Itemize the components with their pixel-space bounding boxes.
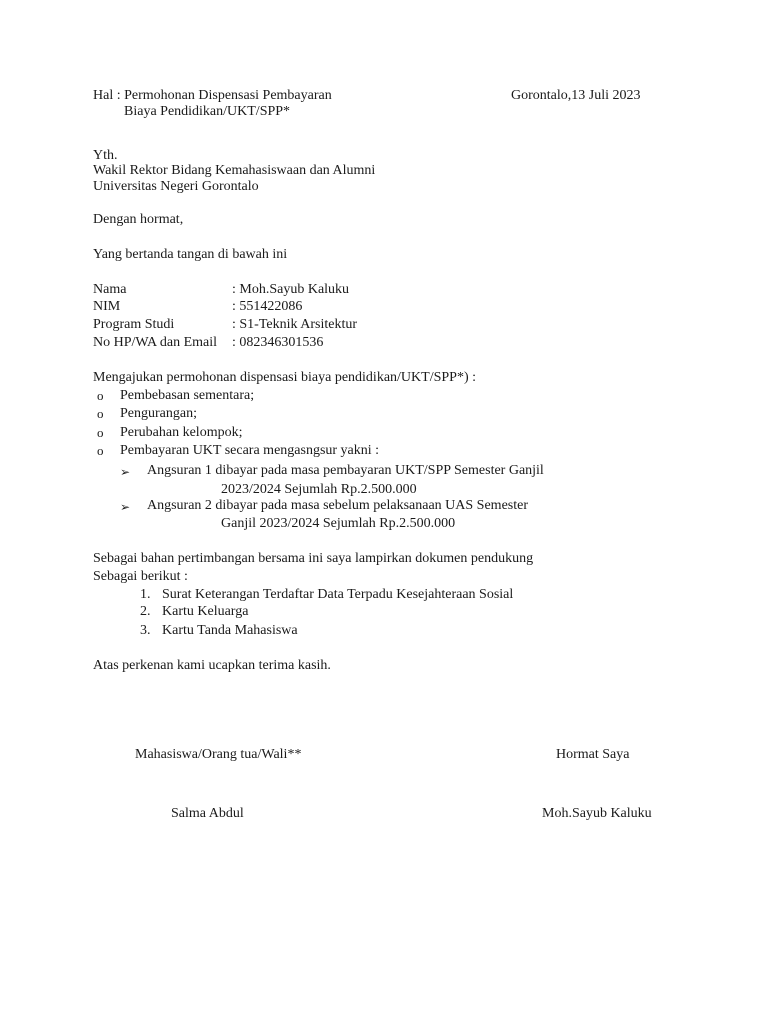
recipient-line-1: Wakil Rektor Bidang Kemahasiswaan dan Alumni xyxy=(93,163,376,178)
installment-line-1: Angsuran 1 dibayar pada masa pembayaran UKT/SPP Semester Ganjil xyxy=(147,463,544,478)
attachments-intro-2: Sebagai berikut : xyxy=(93,569,188,584)
installment-line-1: Angsuran 2 dibayar pada masa sebelum pelaksanaan UAS Semester xyxy=(147,498,528,513)
subject-continuation: Biaya Pendidikan/UKT/SPP* xyxy=(124,104,291,119)
installment-line-2: Ganjil 2023/2024 Sejumlah Rp.2.500.000 xyxy=(221,516,456,531)
signature-left-name: Salma Abdul xyxy=(171,806,244,821)
identity-value: : 082346301536 xyxy=(232,335,324,350)
arrow-bullet-icon: ➢ xyxy=(120,465,131,479)
identity-label: NIM xyxy=(93,299,121,314)
list-number: 2. xyxy=(140,604,151,619)
list-item: Surat Keterangan Terdaftar Data Terpadu Kesejahteraan Sosial xyxy=(162,587,514,602)
identity-label: No HP/WA dan Email xyxy=(93,335,218,350)
installment-line-2: 2023/2024 Sejumlah Rp.2.500.000 xyxy=(221,482,417,497)
list-item: Pengurangan; xyxy=(120,406,197,421)
signature-right-title: Hormat Saya xyxy=(556,747,630,762)
list-bullet: o xyxy=(97,406,104,421)
list-item: Perubahan kelompok; xyxy=(120,425,243,440)
subject-line: Hal : Permohonan Dispensasi Pembayaran xyxy=(93,88,332,103)
intro-text: Yang bertanda tangan di bawah ini xyxy=(93,247,288,262)
recipient-line-2: Universitas Negeri Gorontalo xyxy=(93,179,259,194)
arrow-bullet-icon: ➢ xyxy=(120,500,131,514)
list-item: Kartu Tanda Mahasiswa xyxy=(162,623,298,638)
identity-value: : Moh.Sayub Kaluku xyxy=(232,282,350,297)
list-bullet: o xyxy=(97,443,104,458)
attachments-intro-1: Sebagai bahan pertimbangan bersama ini saya lampirkan dokumen pendukung xyxy=(93,551,534,566)
identity-value: : 551422086 xyxy=(232,299,303,314)
identity-value: : S1-Teknik Arsitektur xyxy=(232,317,358,332)
list-item: Pembayaran UKT secara mengasngsur yakni : xyxy=(120,443,380,458)
signature-right-name: Moh.Sayub Kaluku xyxy=(542,806,652,821)
list-bullet: o xyxy=(97,388,104,403)
greeting: Dengan hormat, xyxy=(93,212,184,227)
identity-label: Nama xyxy=(93,282,127,297)
place-date: Gorontalo,13 Juli 2023 xyxy=(511,88,641,103)
list-number: 1. xyxy=(140,587,151,602)
closing-text: Atas perkenan kami ucapkan terima kasih. xyxy=(93,658,331,673)
list-item: Pembebasan sementara; xyxy=(120,388,255,403)
recipient-salutation: Yth. xyxy=(93,148,118,163)
list-bullet: o xyxy=(97,425,104,440)
request-intro: Mengajukan permohonan dispensasi biaya pendidikan/UKT/SPP*) : xyxy=(93,370,476,385)
list-number: 3. xyxy=(140,623,151,638)
signature-left-title: Mahasiswa/Orang tua/Wali** xyxy=(135,747,302,762)
identity-label: Program Studi xyxy=(93,317,175,332)
list-item: Kartu Keluarga xyxy=(162,604,249,619)
